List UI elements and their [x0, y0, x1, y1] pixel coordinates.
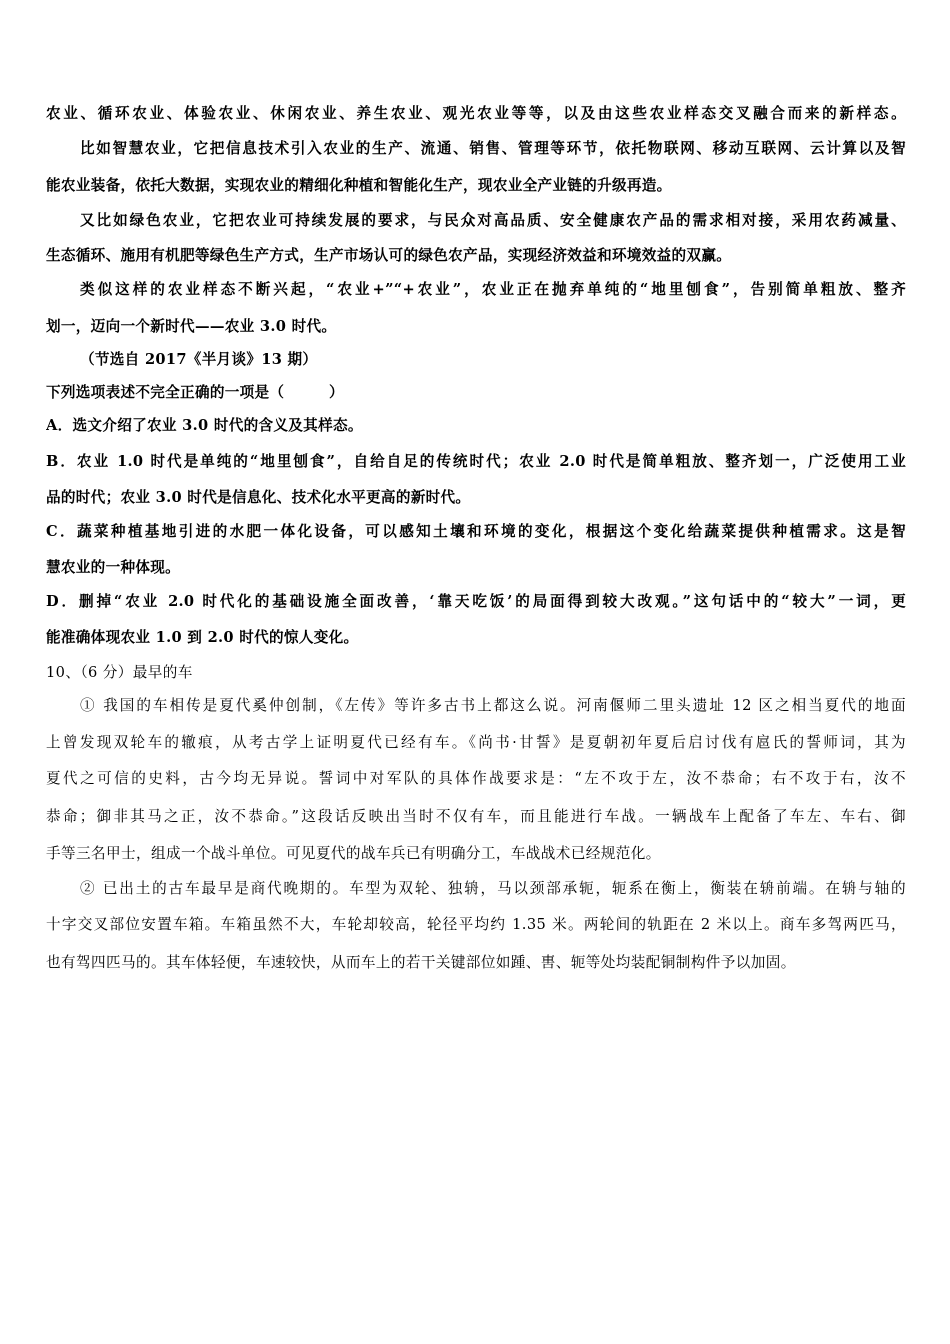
passage-paragraph-green-agriculture: 又比如绿色农业，它把农业可持续发展的要求，与民众对高品质、安全健康农产品的需求相对接，采用农药减量、	[80, 212, 906, 229]
q10-paragraph-2: ② 已出土的古车最早是商代晚期的。车型为双轮、独辀，马以颈部承轭，轭系在衡上，衡装在辀前端。在辀与轴的	[80, 880, 906, 897]
passage-paragraph-smart-agriculture: 比如智慧农业，它把信息技术引入农业的生产、流通、销售、管理等环节，依托物联网、移动互联网、云计算以及智	[80, 140, 906, 157]
q10-paragraph-1-line-3: 夏代之可信的史料，古今均无异说。誓词中对军队的具体作战要求是：“左不攻于左，汝不恭命；右不攻于右，汝不	[46, 770, 906, 787]
option-a: A．选文介绍了农业 3.0 时代的含义及其样态。	[46, 417, 363, 434]
option-b: B．农业 1.0 时代是单纯的“地里刨食”，自给自足的传统时代；农业 2.0 时代是简单粗放、整齐划一，广泛使用工业	[46, 453, 906, 470]
q10-paragraph-2-line-3: 也有驾四匹马的。其车体轻便，车速较快，从而车上的若干关键部位如踵、軎、轭等处均装配铜制构件予以加固。	[46, 954, 796, 971]
passage-paragraph-trend-cont: 划一，迈向一个新时代——农业 3.0 时代。	[46, 318, 337, 335]
q10-paragraph-1: ① 我国的车相传是夏代奚仲创制，《左传》等许多古书上都这么说。河南偃师二里头遗址 12 区之相当夏代的地面	[80, 697, 906, 714]
q10-paragraph-1-line-4: 恭命；御非其马之正，汝不恭命。”这段话反映出当时不仅有车，而且能进行车战。一辆战车上配备了车左、车右、御	[46, 808, 906, 825]
option-d: D．删掉“农业 2.0 时代化的基础设施全面改善，‘靠天吃饭’的局面得到较大改观。”这句话中的“较大”一词，更	[46, 593, 906, 610]
q10-paragraph-2-line-2: 十字交叉部位安置车箱。车箱虽然不大，车轮却较高，轮径平均约 1.35 米。两轮间的轨距在 2 米以上。商车多驾两匹马，	[46, 916, 906, 933]
passage-paragraph-green-agriculture-cont: 生态循环、施用有机肥等绿色生产方式，生产市场认可的绿色农产品，实现经济效益和环境效益的双赢。	[46, 247, 732, 264]
option-b-cont: 品的时代；农业 3.0 时代是信息化、技术化水平更高的新时代。	[46, 489, 471, 506]
passage-line: 农业、循环农业、体验农业、休闲农业、养生农业、观光农业等等，以及由这些农业样态交叉融合而来的新样态。	[46, 105, 906, 122]
option-c-cont: 慧农业的一种体现。	[46, 559, 181, 576]
passage-paragraph-trend: 类似这样的农业样态不断兴起，“农业+”“+农业”，农业正在抛弃单纯的“地里刨食”，告别简单粗放、整齐	[80, 281, 906, 298]
question-9-stem: 下列选项表述不完全正确的一项是（ ）	[46, 384, 344, 401]
option-d-cont: 能准确体现农业 1.0 到 2.0 时代的惊人变化。	[46, 629, 359, 646]
q10-paragraph-1-line-5: 手等三名甲士，组成一个战斗单位。可见夏代的战车兵已有明确分工，车战战术已经规范化。	[46, 845, 661, 862]
passage-paragraph-smart-agriculture-cont: 能农业装备，依托大数据，实现农业的精细化种植和智能化生产，现农业全产业链的升级再造。	[46, 177, 672, 194]
q10-paragraph-1-line-2: 上曾发现双轮车的辙痕，从考古学上证明夏代已经有车。《尚书·甘誓》是夏朝初年夏后启讨伐有扈氏的誓师词，其为	[46, 734, 906, 751]
option-c: C．蔬菜种植基地引进的水肥一体化设备，可以感知土壤和环境的变化，根据这个变化给蔬菜提供种植需求。这是智	[46, 523, 906, 540]
passage-source: （节选自 2017《半月谈》13 期）	[80, 351, 318, 368]
question-10-heading: 10、（6 分）最早的车	[46, 664, 193, 681]
